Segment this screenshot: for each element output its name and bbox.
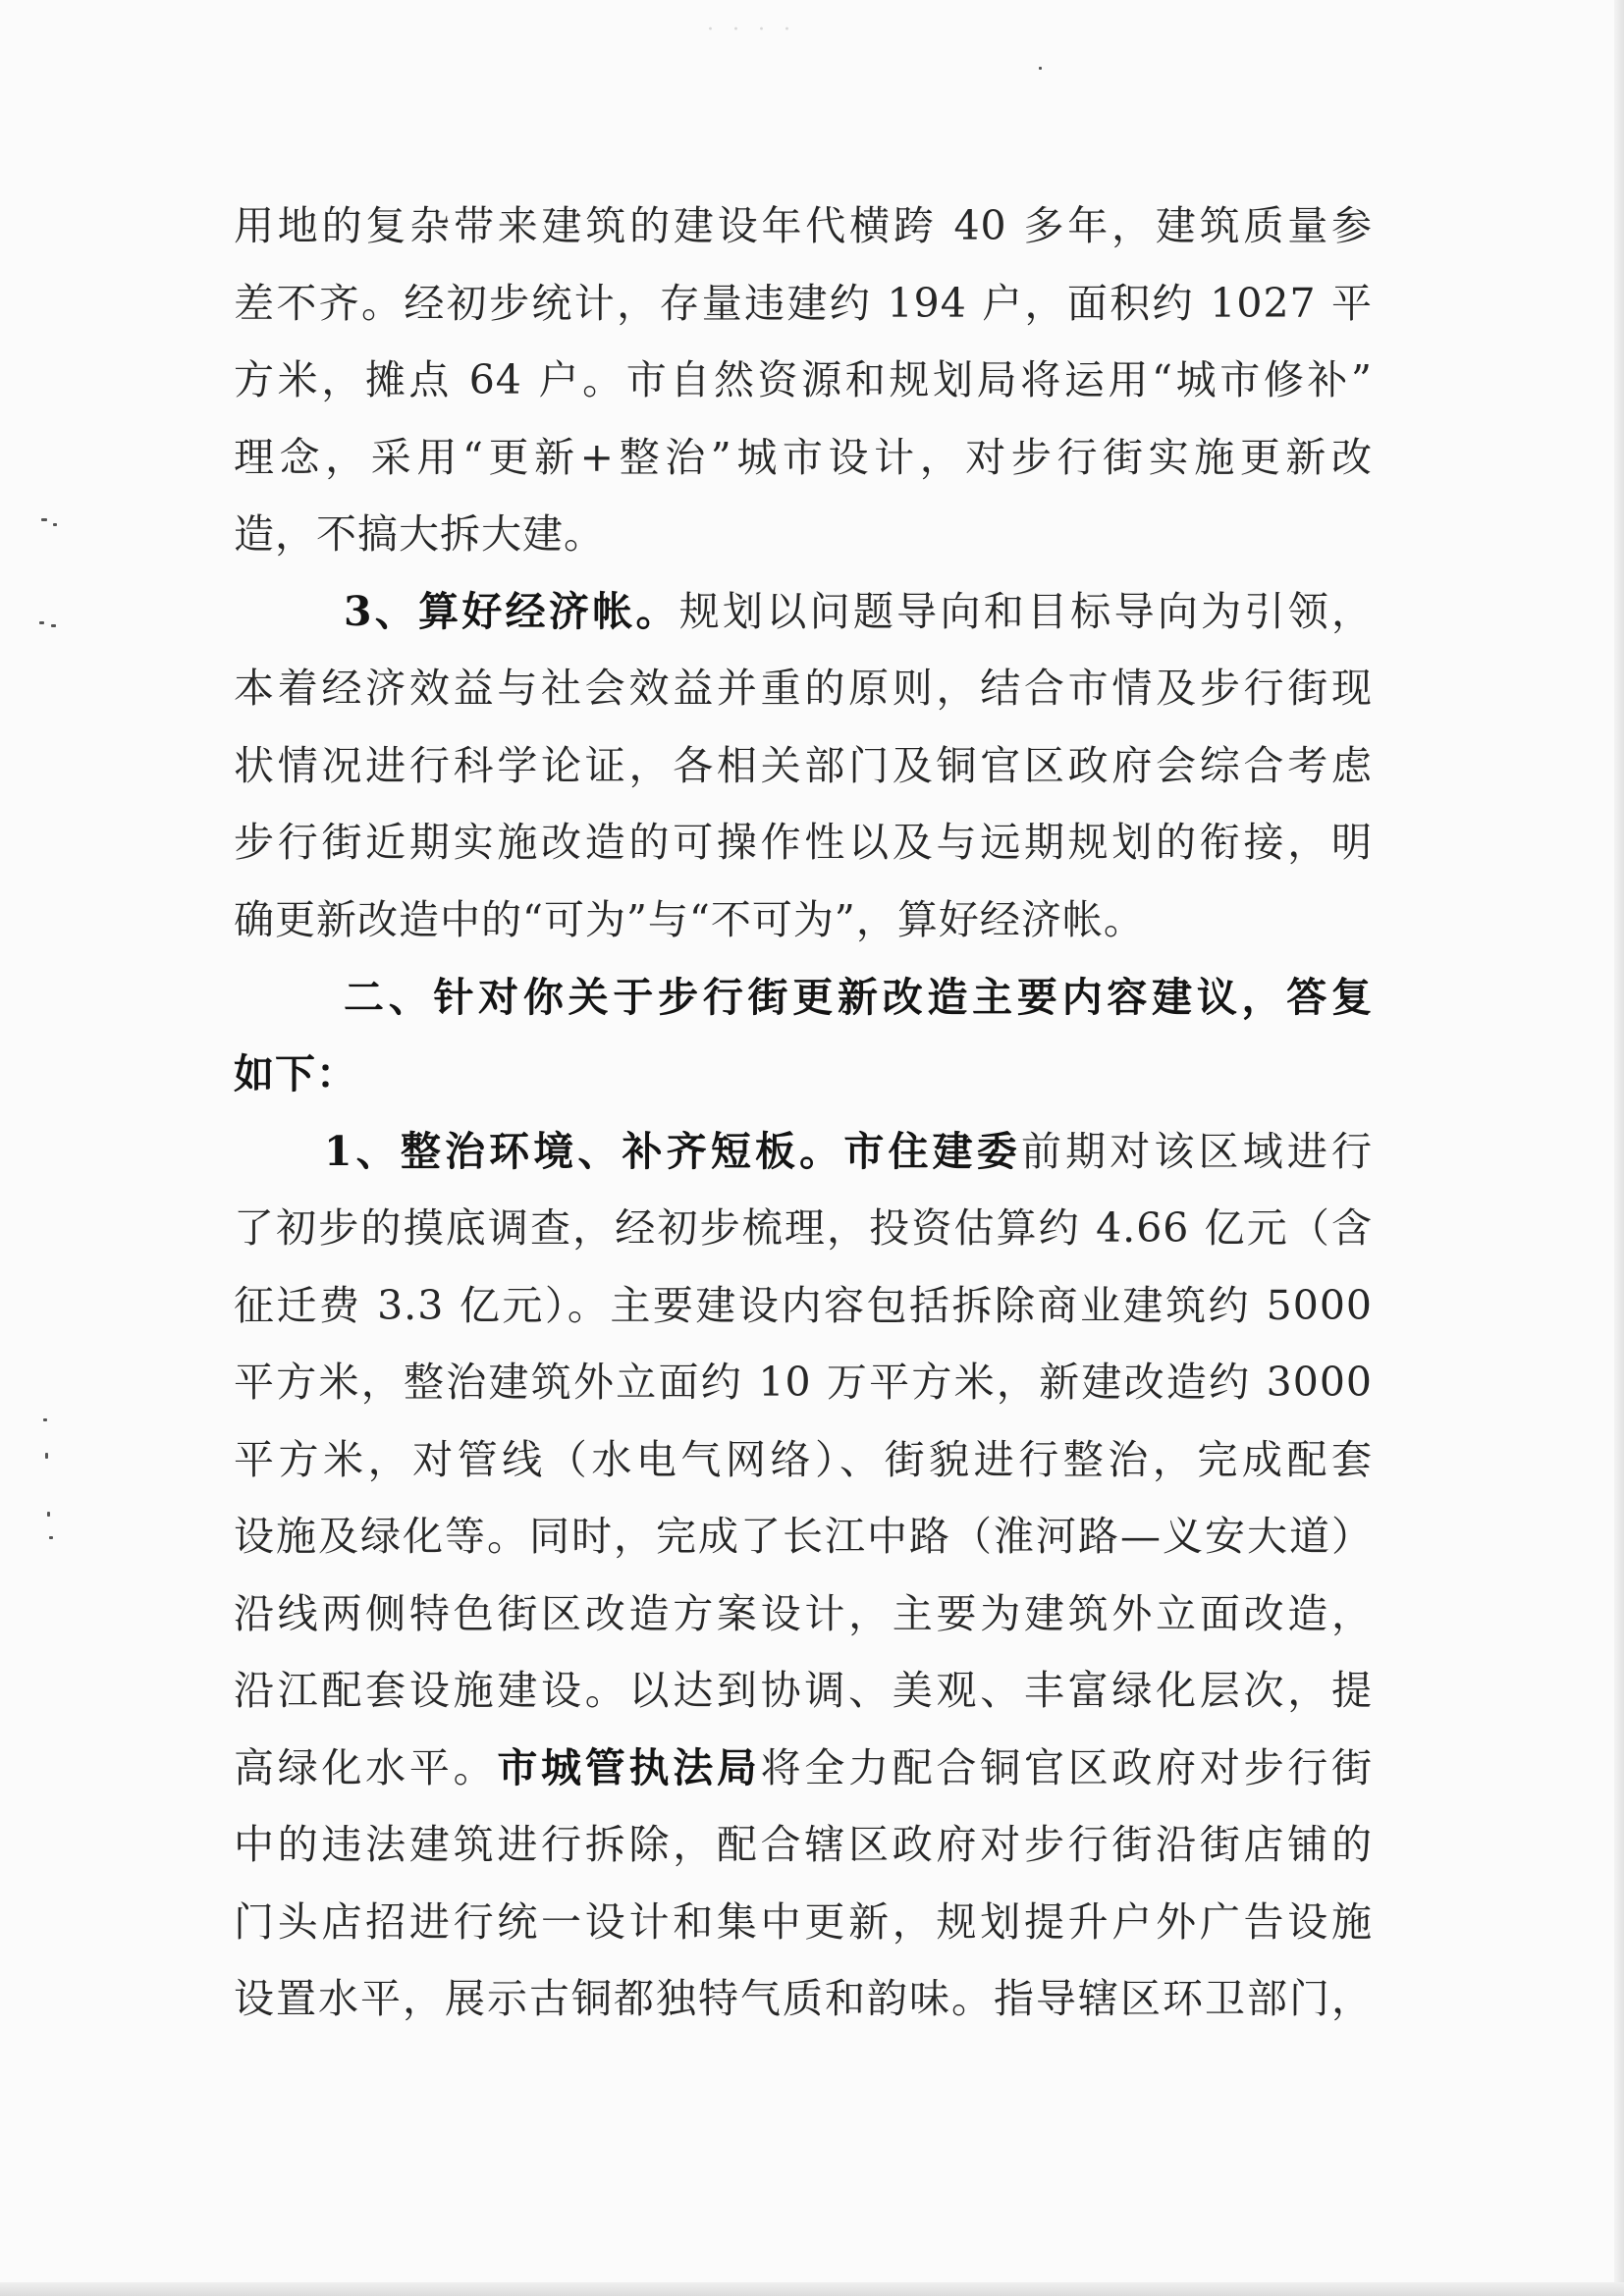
text-line: 造，不搞大拆大建。 — [234, 510, 605, 558]
text-line: 沿江配套设施建设。以达到协调、美观、丰富绿化层次，提 — [234, 1667, 1373, 1714]
text-line: 差不齐。经初步统计，存量违建约 194 户，面积约 1027 平 — [234, 280, 1373, 327]
text-line: 平方米，整治建筑外立面约 10 万平方米，新建改造约 3000 — [234, 1359, 1373, 1406]
scan-edge-right — [1614, 0, 1624, 2296]
text-line: 确更新改造中的“可为”与“不可为”，算好经济帐。 — [234, 896, 1145, 943]
scan-speck — [51, 624, 56, 627]
section-two-heading: 二、针对你关于步行街更新改造主要内容建议，答复 — [344, 974, 1373, 1021]
scan-speck — [1039, 67, 1042, 70]
scan-speck — [39, 621, 44, 624]
scan-speck — [53, 523, 57, 526]
faint-header-mark: · · · · — [707, 18, 796, 42]
item-1-first-line — [324, 1126, 1373, 1177]
text-line: 门头店招进行统一设计和集中更新，规划提升户外广告设施 — [234, 1898, 1373, 1946]
text-line: 征迁费 3.3 亿元）。主要建设内容包括拆除商业建筑约 5000 — [234, 1282, 1373, 1329]
section-two-heading-cont: 如下： — [234, 1050, 357, 1097]
text-line: 设施及绿化等。同时，完成了长江中路（淮河路—义安大道） — [234, 1513, 1373, 1560]
scan-speck — [47, 1512, 50, 1517]
agency-name: 市城管执法局 — [497, 1744, 761, 1791]
text-line: 设置水平，展示古铜都独特气质和韵味。指导辖区环卫部门， — [234, 1975, 1373, 2022]
scan-speck — [43, 1418, 47, 1421]
text-line: 步行街近期实施改造的可操作性以及与远期规划的衔接，明 — [234, 819, 1373, 866]
text-line: 了初步的摸底调查，经初步梳理，投资估算约 4.66 亿元（含 — [234, 1204, 1373, 1252]
section-heading: 3、算好经济帐。 — [344, 588, 679, 635]
section-text: 规划以问题导向和目标导向为引领， — [678, 588, 1373, 635]
section-3-first-line — [344, 586, 1373, 637]
item-heading: 1、整治环境、补齐短板。 — [324, 1128, 844, 1175]
scan-speck — [49, 1536, 53, 1539]
text-line: 状情况进行科学论证，各相关部门及铜官区政府会综合考虑 — [234, 742, 1373, 789]
text-line: 平方米，对管线（水电气网络）、街貌进行整治，完成配套 — [234, 1436, 1373, 1483]
line-rest: 将全力配合铜官区政府对步行街 — [760, 1744, 1374, 1791]
text-line: 沿线两侧特色街区改造方案设计，主要为建筑外立面改造， — [234, 1590, 1373, 1637]
text-line: 用地的复杂带来建筑的建设年代横跨 40 多年，建筑质量参 — [234, 202, 1373, 249]
text-line: 本着经济效益与社会效益并重的原则，结合市情及步行街现 — [234, 665, 1373, 712]
scan-speck — [45, 1453, 48, 1459]
text-line: 方米，摊点 64 户。市自然资源和规划局将运用“城市修补” — [234, 356, 1373, 403]
line-prefix: 高绿化水平。 — [234, 1744, 498, 1791]
scan-edge-bottom — [0, 2282, 1624, 2296]
item-text: 前期对该区域进行 — [1020, 1128, 1374, 1175]
text-line: 理念，采用“更新+整治”城市设计，对步行街实施更新改 — [234, 434, 1373, 481]
agency-name: 市住建委 — [843, 1128, 1021, 1175]
mixed-text-line — [234, 1742, 1373, 1793]
text-line: 中的违法建筑进行拆除，配合辖区政府对步行街沿街店铺的 — [234, 1821, 1373, 1868]
scan-speck — [41, 518, 47, 521]
